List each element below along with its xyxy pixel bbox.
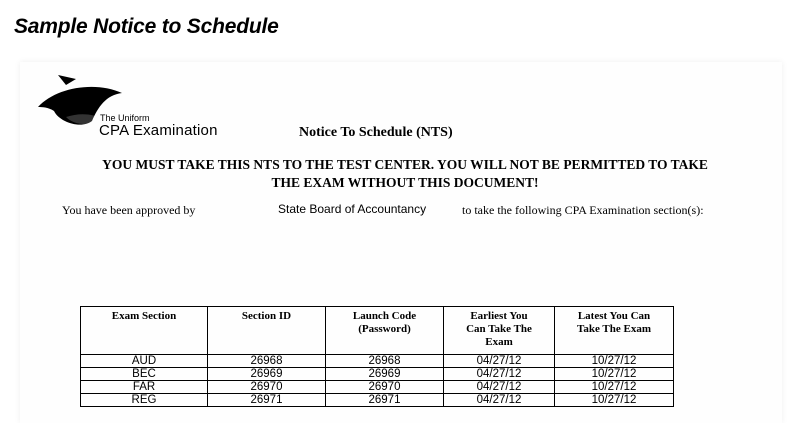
cell-exam-section: REG [81, 394, 208, 407]
header-line: Section ID [241, 310, 292, 322]
header-exam-section [81, 307, 208, 355]
approved-suffix: to take the following CPA Examination section(s): [462, 203, 704, 217]
warning-line-1: YOU MUST TAKE THIS NTS TO THE TEST CENTER. YOU WILL NOT BE PERMITTED TO TAKE [102, 157, 708, 172]
cell-exam-section: BEC [81, 368, 208, 381]
header-latest [555, 307, 674, 355]
cell-latest: 10/27/12 [555, 368, 674, 381]
cell-latest: 10/27/12 [555, 381, 674, 394]
header-line: Latest You Can [577, 310, 651, 322]
cell-exam-section: AUD [81, 355, 208, 368]
table-row [81, 355, 674, 368]
cell-section-id: 26968 [208, 355, 326, 368]
header-earliest [444, 307, 555, 355]
table-header-row [81, 307, 674, 355]
logo-text-big: CPA Examination [99, 122, 218, 139]
header-section-id [208, 307, 326, 355]
cell-earliest: 04/27/12 [444, 368, 555, 381]
table-row [81, 381, 674, 394]
header-line: Launch Code [352, 310, 417, 322]
cell-section-id: 26969 [208, 368, 326, 381]
header-line: Exam Section [111, 310, 177, 322]
cell-section-id: 26970 [208, 381, 326, 394]
cell-exam-section: FAR [81, 381, 208, 394]
warning-line-2: THE EXAM WITHOUT THIS DOCUMENT! [271, 175, 539, 190]
warning-text [40, 156, 770, 192]
approved-board: State Board of Accountancy [278, 202, 427, 216]
nts-title: Notice To Schedule (NTS) [299, 125, 453, 140]
table-row [81, 394, 674, 407]
approved-prefix: You have been approved by [62, 203, 196, 217]
header-line: Exam [485, 336, 513, 348]
cell-latest: 10/27/12 [555, 394, 674, 407]
header-line: Can Take The [466, 323, 532, 335]
table-row [81, 368, 674, 381]
exam-sections-table [80, 306, 674, 407]
header-launch-code [326, 307, 444, 355]
logo-text-small: The Uniform [100, 113, 150, 123]
header-line: Take The Exam [577, 323, 651, 335]
cell-earliest: 04/27/12 [444, 355, 555, 368]
header-line: (Password) [358, 323, 411, 335]
cell-launch-code: 26969 [326, 368, 444, 381]
cell-earliest: 04/27/12 [444, 381, 555, 394]
cell-earliest: 04/27/12 [444, 394, 555, 407]
cell-launch-code: 26970 [326, 381, 444, 394]
header-line: Earliest You [470, 310, 528, 322]
page-heading: Sample Notice to Schedule [14, 15, 279, 38]
cell-latest: 10/27/12 [555, 355, 674, 368]
cell-section-id: 26971 [208, 394, 326, 407]
cell-launch-code: 26971 [326, 394, 444, 407]
cell-launch-code: 26968 [326, 355, 444, 368]
